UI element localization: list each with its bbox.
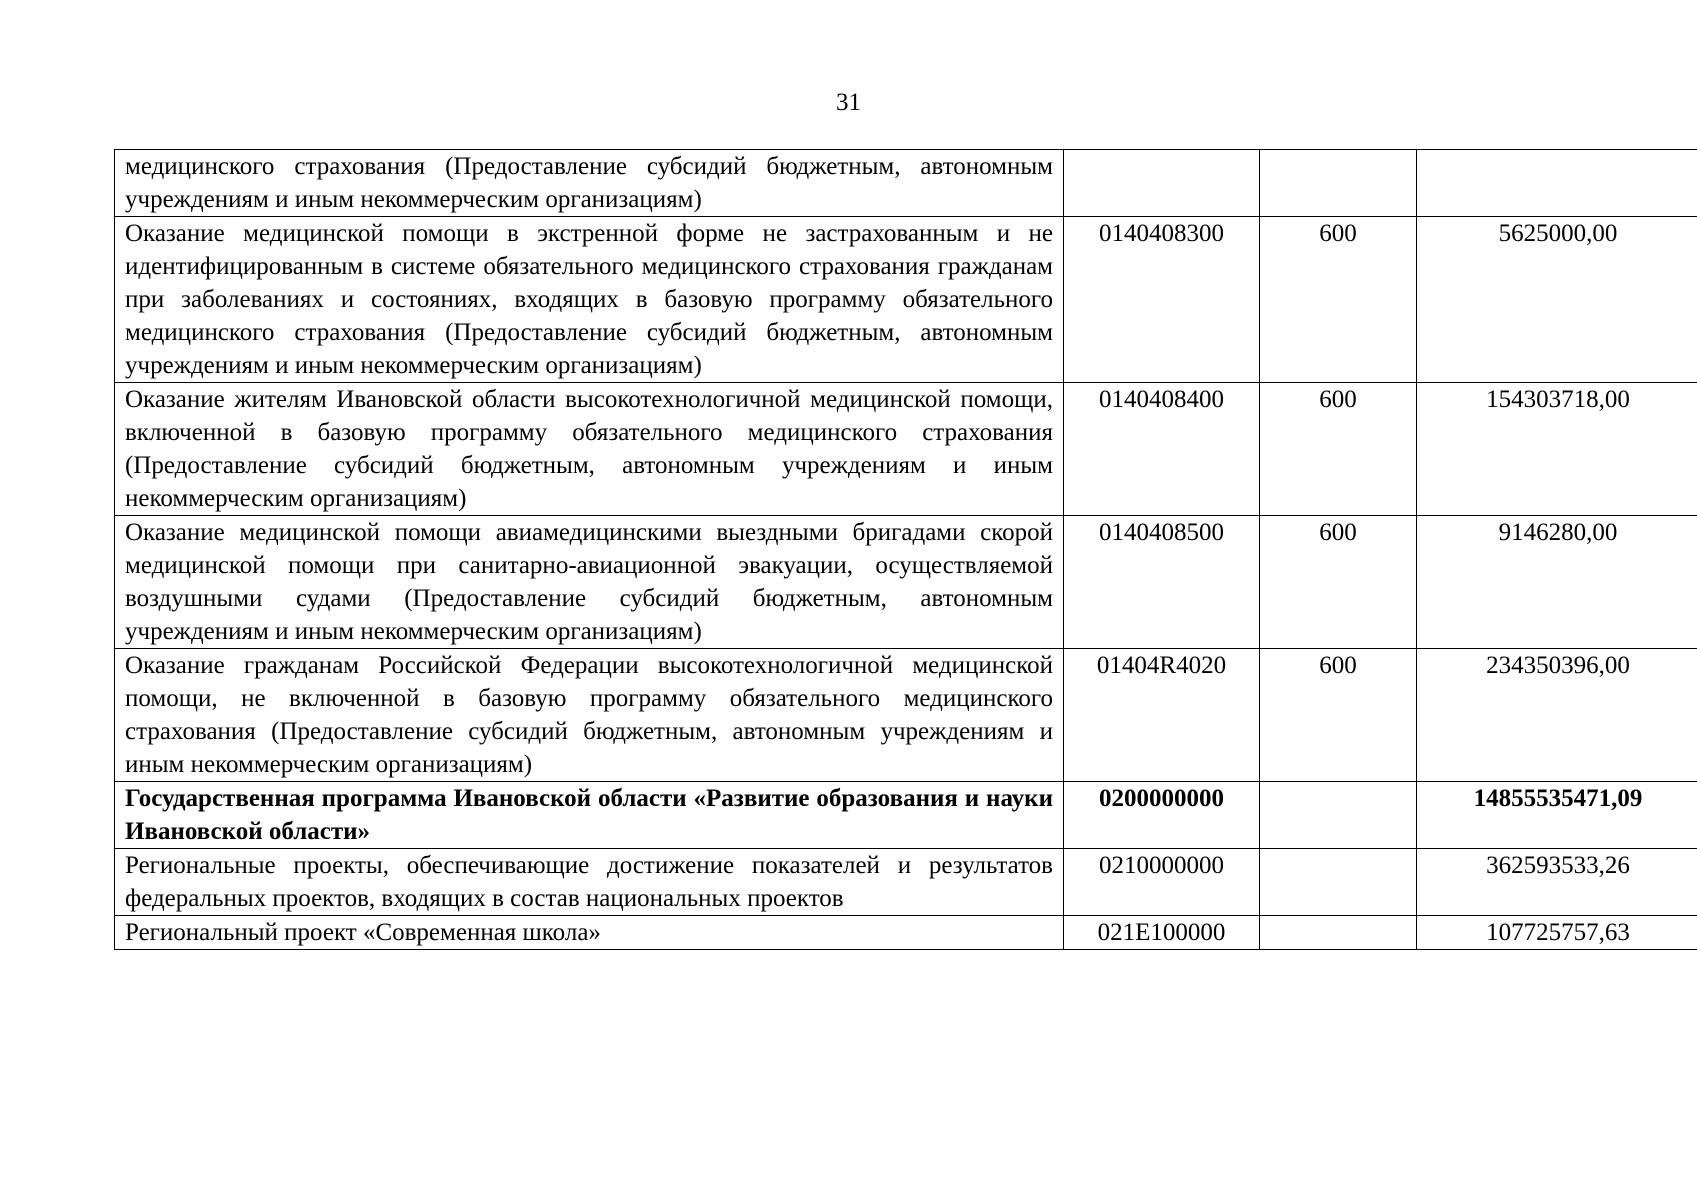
table-row (115, 383, 1697, 516)
row-name: Оказание жителям Ивановской области высокотехнологичной медицинской помощи, включенной в базовую программу обязательного медицинского страхования (Предоставление субсидий бюджетным, автономным учреждениям и иным некоммерческим организациям) (115, 383, 1064, 516)
row-name: Региональные проекты, обеспечивающие достижение показателей и результатов федеральных проектов, входящих в состав национальных проектов (115, 849, 1064, 916)
row-name: Оказание медицинской помощи в экстренной форме не застрахованным и не идентифицированным в системе обязательного медицинского страхования гражданам при заболеваниях и состояниях, входящих в базовую программу обязательного медицинского страхования (Предоставление субсидий бюджетным, автономным учреждениям и иным некоммерческим организациям) (115, 217, 1064, 383)
row-sum: 107725757,63 (1417, 916, 1697, 950)
row-expense-type: 600 (1260, 516, 1417, 649)
row-expense-type (1260, 782, 1417, 849)
row-sum: 234350396,00 (1417, 649, 1697, 782)
row-expense-type: 600 (1260, 649, 1417, 782)
row-sum: 362593533,26 (1417, 849, 1697, 916)
table-row (115, 916, 1697, 950)
table-row (115, 217, 1697, 383)
table-row (115, 849, 1697, 916)
row-target-code: 0140408500 (1064, 516, 1260, 649)
row-sum: 14855535471,09 (1417, 782, 1697, 849)
row-sum: 9146280,00 (1417, 516, 1697, 649)
row-expense-type (1260, 849, 1417, 916)
row-expense-type (1260, 916, 1417, 950)
row-name: Региональный проект «Современная школа» (115, 916, 1064, 950)
row-target-code: 0200000000 (1064, 782, 1260, 849)
row-target-code (1064, 150, 1260, 217)
row-expense-type: 600 (1260, 217, 1417, 383)
row-target-code: 021E100000 (1064, 916, 1260, 950)
row-target-code: 01404R4020 (1064, 649, 1260, 782)
row-target-code: 0210000000 (1064, 849, 1260, 916)
row-sum (1417, 150, 1697, 217)
row-name: Оказание гражданам Российской Федерации высокотехнологичной медицинской помощи, не включенной в базовую программу обязательного медицинского страхования (Предоставление субсидий бюджетным, автономным учреждениям и иным некоммерческим организациям) (115, 649, 1064, 782)
row-expense-type (1260, 150, 1417, 217)
row-name: Государственная программа Ивановской области «Развитие образования и науки Ивановской области» (115, 782, 1064, 849)
table-row (115, 150, 1697, 217)
row-name: медицинского страхования (Предоставление субсидий бюджетным, автономным учреждениям и иным некоммерческим организациям) (115, 150, 1064, 217)
table-row (115, 649, 1697, 782)
budget-table-body (115, 150, 1697, 950)
row-name: Оказание медицинской помощи авиамедицинскими выездными бригадами скорой медицинской помощи при санитарно-авиационной эвакуации, осуществляемой воздушными судами (Предоставление субсидий бюджетным, автономным учреждениям и иным некоммерческим организациям) (115, 516, 1064, 649)
row-target-code: 0140408400 (1064, 383, 1260, 516)
row-target-code: 0140408300 (1064, 217, 1260, 383)
budget-table (114, 149, 1697, 950)
row-expense-type: 600 (1260, 383, 1417, 516)
row-sum: 154303718,00 (1417, 383, 1697, 516)
page-number: 31 (836, 89, 861, 116)
table-row (115, 516, 1697, 649)
row-sum: 5625000,00 (1417, 217, 1697, 383)
table-row-program (115, 782, 1697, 849)
